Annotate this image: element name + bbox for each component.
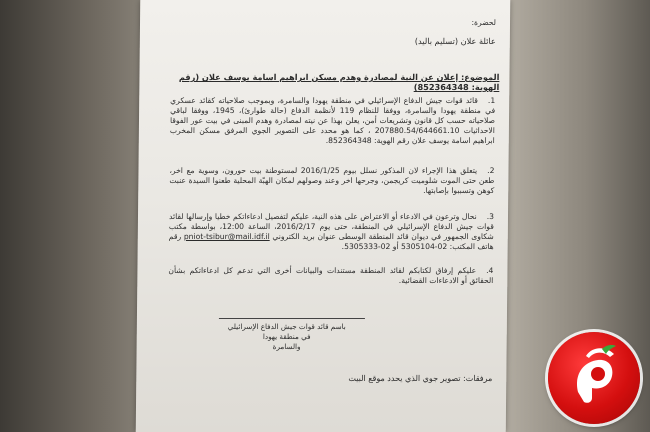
backdrop-left [0, 0, 150, 432]
signature-block [217, 322, 357, 352]
paragraph-number: 2. [487, 166, 495, 175]
email-link[interactable]: pniot-tsibur@mail.idf.il [183, 232, 270, 241]
signature-divider [219, 318, 365, 319]
paragraph-3 [169, 212, 494, 252]
signature-line-3: والسامرة [272, 342, 301, 351]
paragraph-text-after: رقم هاتف المكتب: 02-5305104 أو 02-5305333. [168, 232, 494, 251]
paragraph-4 [168, 266, 493, 286]
paragraph-number: 1. [487, 96, 496, 105]
paragraph-2 [169, 166, 494, 196]
letter-page [136, 0, 511, 432]
paragraph-text: يتعلق هذا الإجراء لان المذكور نسلل بيوم 2016/1/25 لمستوطنة بيت حورون، وسوية مع اخر، طعن حتى الموت شلوميت كريجمن، وجرحها اخر وعند وصولهم لمكان الهبّة المحلية طعنوا السيدة عنبت كوهن وتسببوا بإصابتها. [169, 166, 495, 195]
press-logo-icon [548, 332, 640, 424]
paragraph-number: 3. [486, 212, 495, 221]
attachments-line: مرفقات: تصوير جوي الذي يحدد موقع البيت [348, 374, 493, 383]
recipient-label: لحضرة: [471, 18, 497, 27]
paragraph-text: نحال وترعون في الادعاء أو الاعتراض على هذه النية، عليكم لتفصيل ادعاءاتكم خطيا وإرسالها لقائد قوات جيش الدفاع الإسرائيلي في المنطقة، حتى يوم 2016/2/17، الساعة 12:00، بواسطة مكتب شكاوى الجمهور في ديوان قائد المنطقة الوسطى عنوان بريد الكتروني [168, 212, 494, 241]
paragraph-text: عليكم إرفاق لكتابكم لقائد المنطقة مستندات والبيانات أخرى التي تدعم كل ادعاءاتكم بشأن الحقائق أو الادعاءات القضائية. [168, 266, 494, 285]
signature-line-1: باسم قائد قوات جيش الدفاع الإسرائيلي [227, 322, 346, 331]
paragraph-1 [170, 96, 496, 146]
press-agency-logo [548, 332, 640, 424]
signature-line-2: في منطقة يهودا [262, 332, 311, 341]
paragraph-text: قائد قوات جيش الدفاع الإسرائيلي في منطقة يهودا والسامرة، وبموجب صلاحياته كقائد عسكري في منطقة يهودا والسامرة، ووفقا للنظام 119 لأنظمة الدفاع (حالة طوارئ)، 1945، ووفقا لباقي صلاحياته حسب كل قانون وتشريعات أمن، يعلن بهذا عن نيته لمصادرة وهدم المبنى في بيت عور الفوقا الاحداثيات 207880.54/644661.10 ، كما هو محدد على التصوير الجوي المرفق مسكن المخرب ابراهيم اسامة يوسف علان رقم الهوية: 852364348. [169, 96, 496, 145]
subject-line: الموضوع: إعلان عن النية لمصادرة وهدم مسكن ابراهيم اسامة يوسف علان (رقم الهوية: 852364348) [178, 72, 500, 92]
recipient-name: عائلة علان (تسليم باليد) [414, 36, 496, 46]
paragraph-number: 4. [486, 266, 494, 275]
